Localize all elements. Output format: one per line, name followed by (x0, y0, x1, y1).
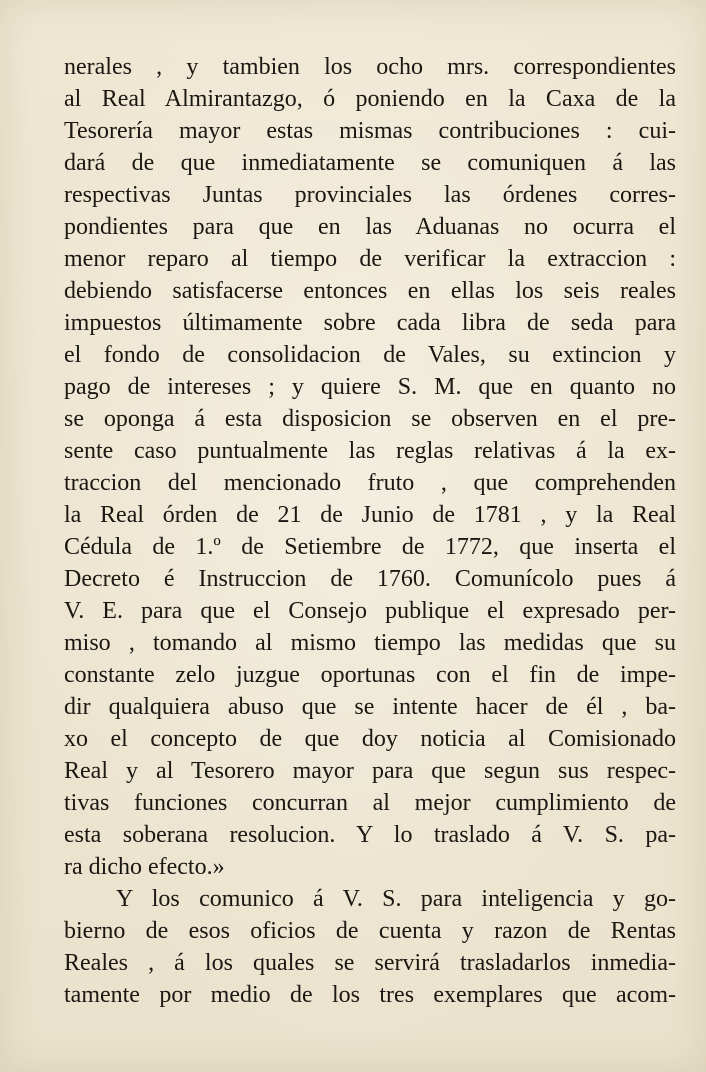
text-line: Reales , á los quales se servirá trasladarlos inmedia- (64, 950, 676, 976)
text-line: miso , tomando al mismo tiempo las medidas que su (64, 630, 676, 656)
text-line: traccion del mencionado fruto , que comprehenden (64, 470, 676, 496)
text-line: debiendo satisfacerse entonces en ellas los seis reales (64, 278, 676, 304)
text-line: dará de que inmediatamente se comuniquen á las (64, 150, 676, 176)
text-line: Tesorería mayor estas mismas contribuciones : cui- (64, 118, 676, 144)
text-line: la Real órden de 21 de Junio de 1781 , y la Real (64, 502, 676, 528)
page-text (64, 51, 676, 1011)
text-line: V. E. para que el Consejo publique el expresado per- (64, 598, 676, 624)
text-line: pago de intereses ; y quiere S. M. que en quanto no (64, 374, 676, 400)
text-line: xo el concepto de que doy noticia al Comisionado (64, 726, 676, 752)
text-line: el fondo de consolidacion de Vales, su extincion y (64, 342, 676, 368)
text-line: se oponga á esta disposicion se observen en el pre- (64, 406, 676, 432)
text-line: impuestos últimamente sobre cada libra de seda para (64, 310, 676, 336)
text-line: esta soberana resolucion. Y lo traslado á V. S. pa- (64, 822, 676, 848)
text-line: Decreto é Instruccion de 1760. Comunícolo pues á (64, 566, 676, 592)
text-line: menor reparo al tiempo de verificar la extraccion : (64, 246, 676, 272)
text-line: tivas funciones concurran al mejor cumplimiento de (64, 790, 676, 816)
text-line: al Real Almirantazgo, ó poniendo en la Caxa de la (64, 86, 676, 112)
text-line: tamente por medio de los tres exemplares que acom- (64, 982, 676, 1008)
text-line: pondientes para que en las Aduanas no ocurra el (64, 214, 676, 240)
text-line: Cédula de 1.º de Setiembre de 1772, que inserta el (64, 534, 676, 560)
text-line: bierno de esos oficios de cuenta y razon de Rentas (64, 918, 676, 944)
paragraph-end-line: ra dicho efecto.» (64, 854, 225, 880)
text-line: dir qualquiera abuso que se intente hacer de él , ba- (64, 694, 676, 720)
text-line: sente caso puntualmente las reglas relativas á la ex- (64, 438, 676, 464)
text-line: respectivas Juntas provinciales las órdenes corres- (64, 182, 676, 208)
text-line: nerales , y tambien los ocho mrs. correspondientes (64, 54, 676, 80)
paragraph-start-line: Y los comunico á V. S. para inteligencia y go- (116, 886, 676, 912)
text-line: Real y al Tesorero mayor para que segun sus respec- (64, 758, 676, 784)
text-line: constante zelo juzgue oportunas con el fin de impe- (64, 662, 676, 688)
